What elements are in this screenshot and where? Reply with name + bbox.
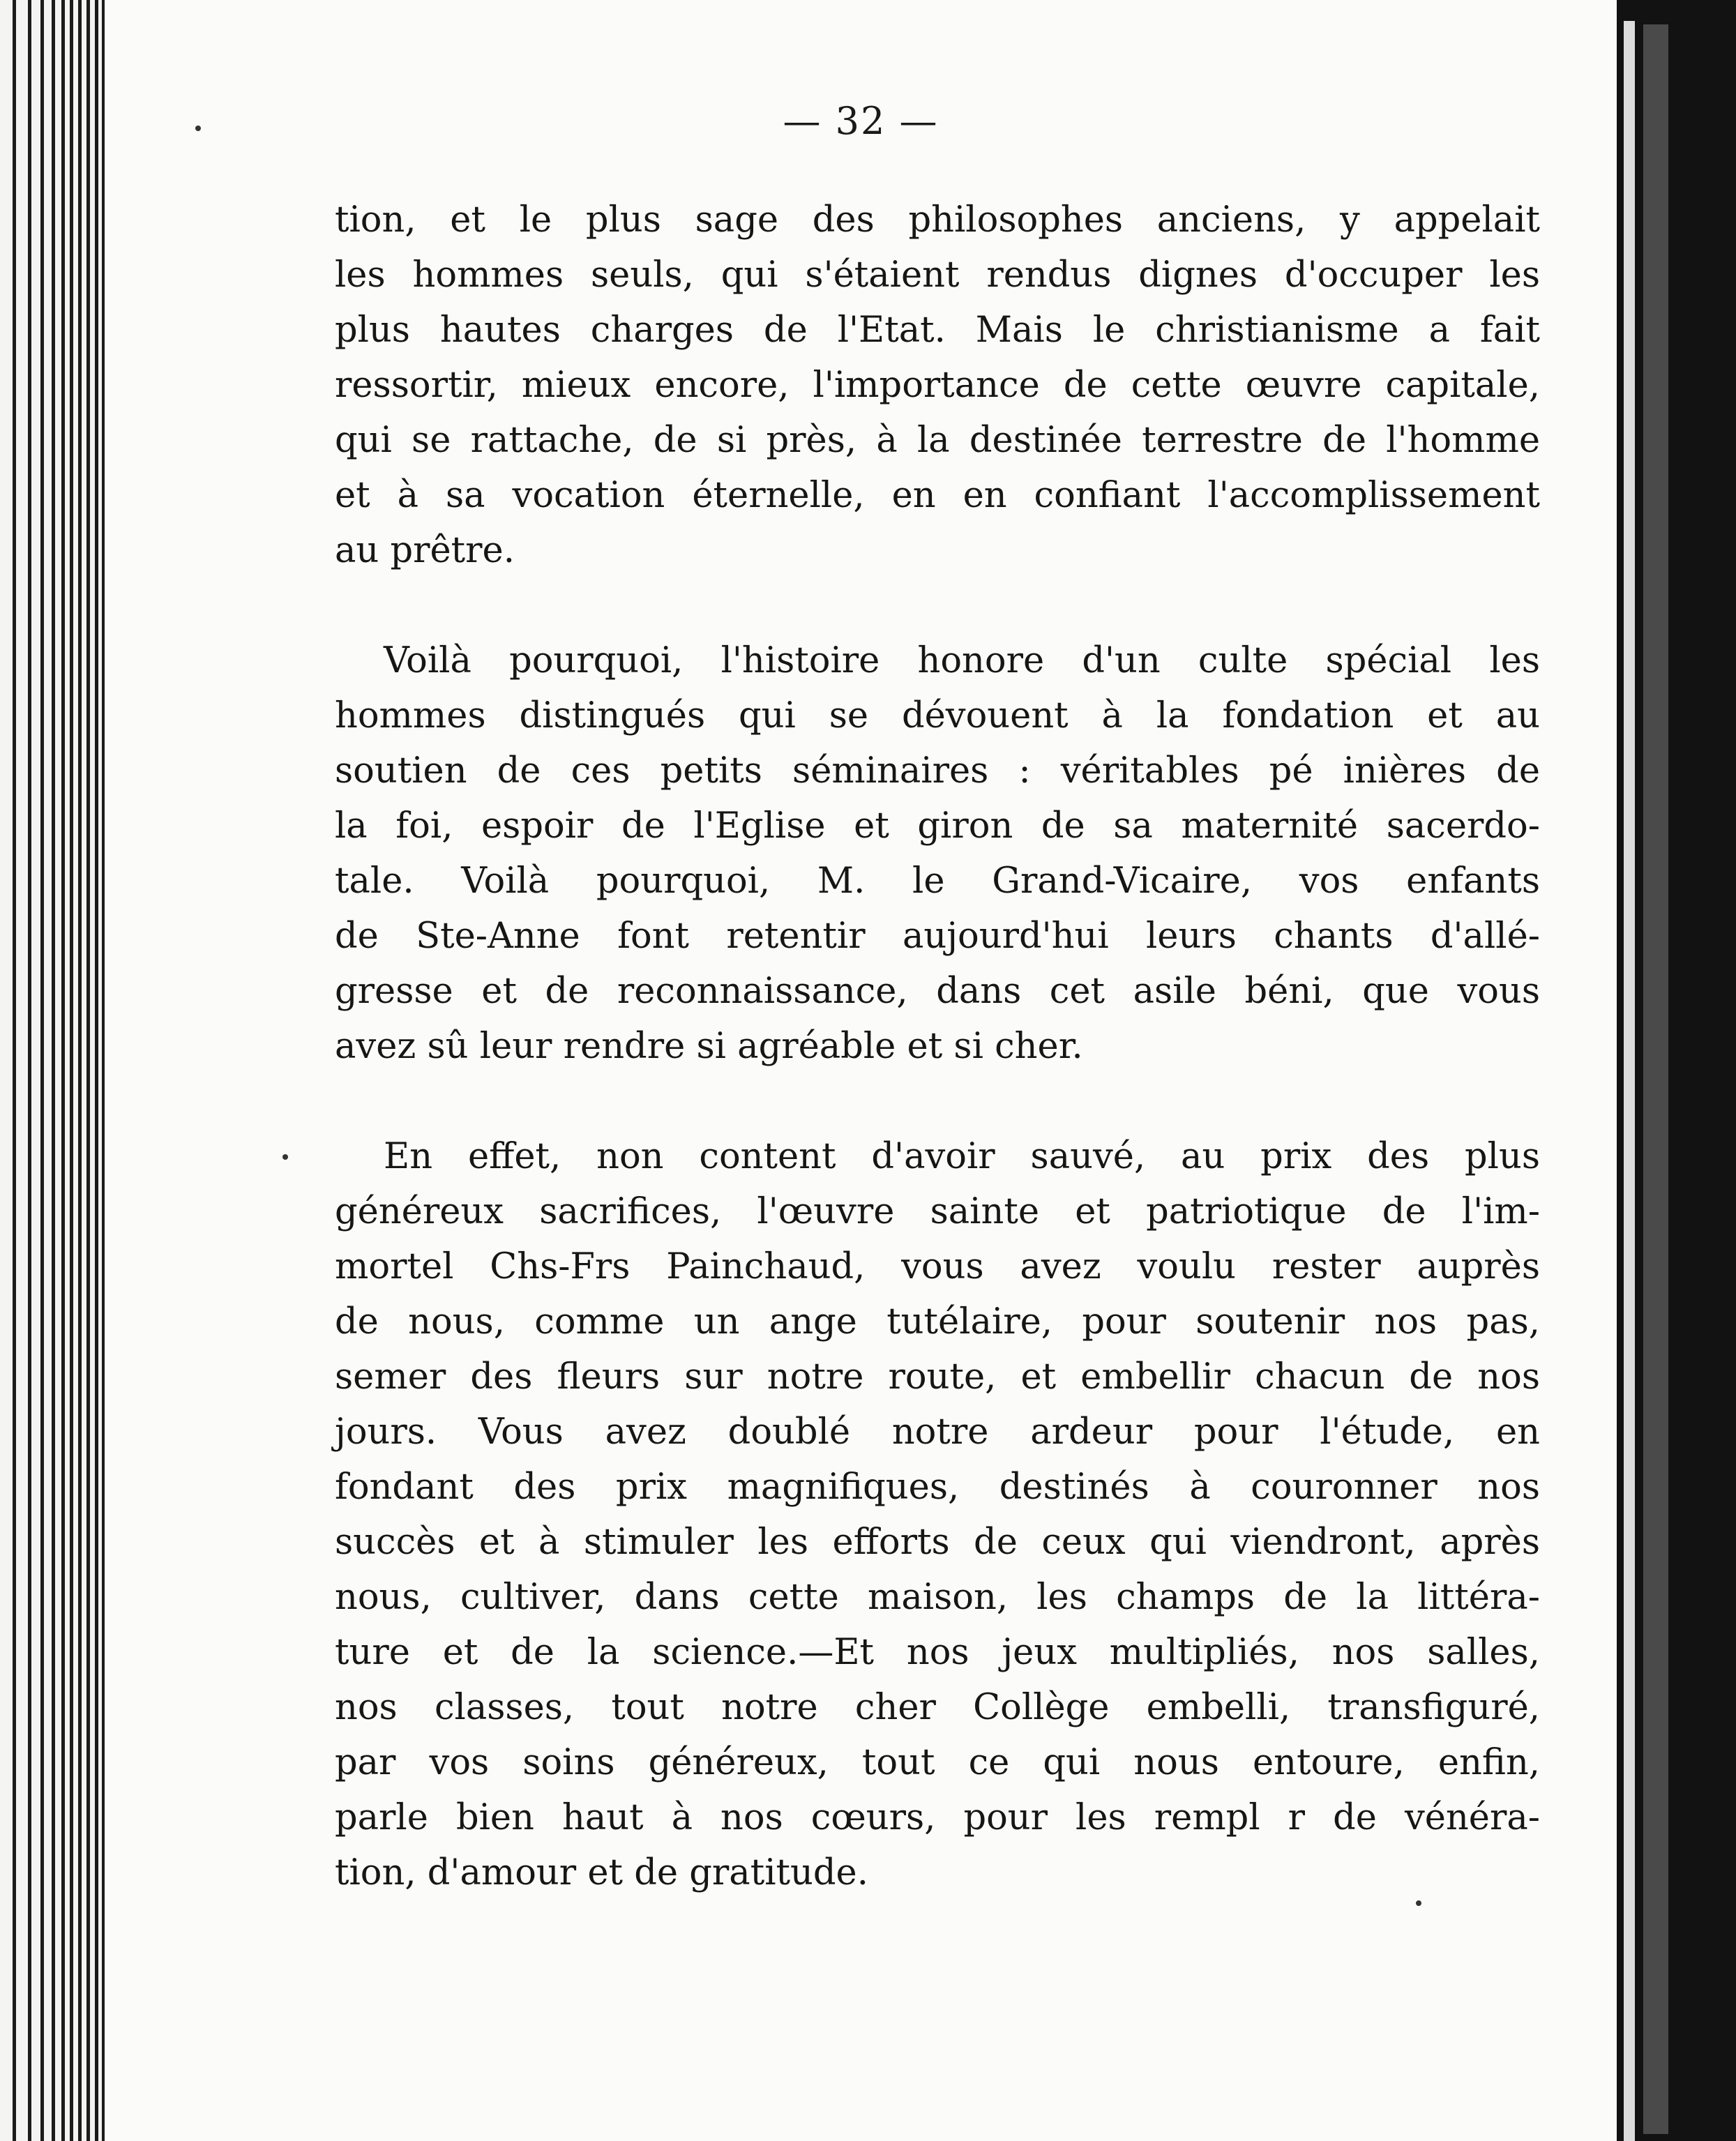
text-line: Voilà pourquoi, l'histoire honore d'un culte spécial les	[384, 640, 1540, 681]
paragraph	[335, 1129, 1540, 1900]
text-line: En effet, non content d'avoir sauvé, au prix des plus	[384, 1136, 1540, 1177]
text-line: ressortir, mieux encore, l'importance de cette œuvre capitale,	[335, 365, 1540, 406]
page-number: — 32 —	[783, 99, 939, 143]
text-line: et à sa vocation éternelle, en en confiant l'accomplissement	[335, 475, 1540, 516]
paragraph	[335, 633, 1540, 1074]
text-line: semer des fleurs sur notre route, et embellir chacun de nos	[335, 1356, 1540, 1398]
text-line: au prêtre.	[335, 530, 515, 571]
text-line: généreux sacrifices, l'œuvre sainte et patriotique de l'im-	[335, 1191, 1540, 1232]
scan-speck	[1416, 1900, 1421, 1906]
stacked-page-edges	[0, 0, 105, 2141]
text-line: plus hautes charges de l'Etat. Mais le christianisme a fait	[335, 310, 1540, 351]
text-line: soutien de ces petits séminaires : véritables pé inières de	[335, 750, 1540, 792]
body-text	[335, 192, 1540, 1900]
text-line: tion, et le plus sage des philosophes anciens, y appelait	[335, 199, 1540, 241]
text-line: gresse et de reconnaissance, dans cet asile béni, que vous	[335, 971, 1540, 1012]
text-line: de nous, comme un ange tutélaire, pour soutenir nos pas,	[335, 1301, 1540, 1342]
text-line: les hommes seuls, qui s'étaient rendus dignes d'occuper les	[335, 255, 1540, 296]
text-line: ture et de la science.—Et nos jeux multipliés, nos salles,	[335, 1632, 1540, 1673]
text-line: fondant des prix magnifiques, destinés à couronner nos	[335, 1467, 1540, 1508]
text-line: nos classes, tout notre cher Collège embelli, transfiguré,	[335, 1687, 1540, 1728]
book-page	[105, 0, 1617, 2141]
text-line: tion, d'amour et de gratitude.	[335, 1852, 868, 1893]
text-line: hommes distingués qui se dévouent à la fondation et au	[335, 695, 1540, 736]
book-binding	[1617, 0, 1736, 2141]
text-line: jours. Vous avez doublé notre ardeur pour l'étude, en	[335, 1412, 1540, 1453]
scan-speck	[195, 126, 201, 131]
text-line: la foi, espoir de l'Eglise et giron de sa maternité sacerdo-	[335, 805, 1540, 847]
text-line: par vos soins généreux, tout ce qui nous entoure, enfin,	[335, 1742, 1540, 1783]
text-line: avez sû leur rendre si agréable et si cher.	[335, 1026, 1083, 1067]
scan-speck	[282, 1154, 288, 1160]
text-line: tale. Voilà pourquoi, M. le Grand-Vicaire, vos enfants	[335, 861, 1540, 902]
text-line: qui se rattache, de si près, à la destinée terrestre de l'homme	[335, 420, 1540, 461]
text-line: parle bien haut à nos cœurs, pour les rempl r de vénéra-	[335, 1797, 1540, 1838]
text-line: mortel Chs-Frs Painchaud, vous avez voulu rester auprès	[335, 1246, 1540, 1287]
paragraph	[335, 192, 1540, 578]
text-line: nous, cultiver, dans cette maison, les champs de la littéra-	[335, 1577, 1540, 1618]
text-line: de Ste-Anne font retentir aujourd'hui leurs chants d'allé-	[335, 916, 1540, 957]
text-line: succès et à stimuler les efforts de ceux qui viendront, après	[335, 1522, 1540, 1563]
